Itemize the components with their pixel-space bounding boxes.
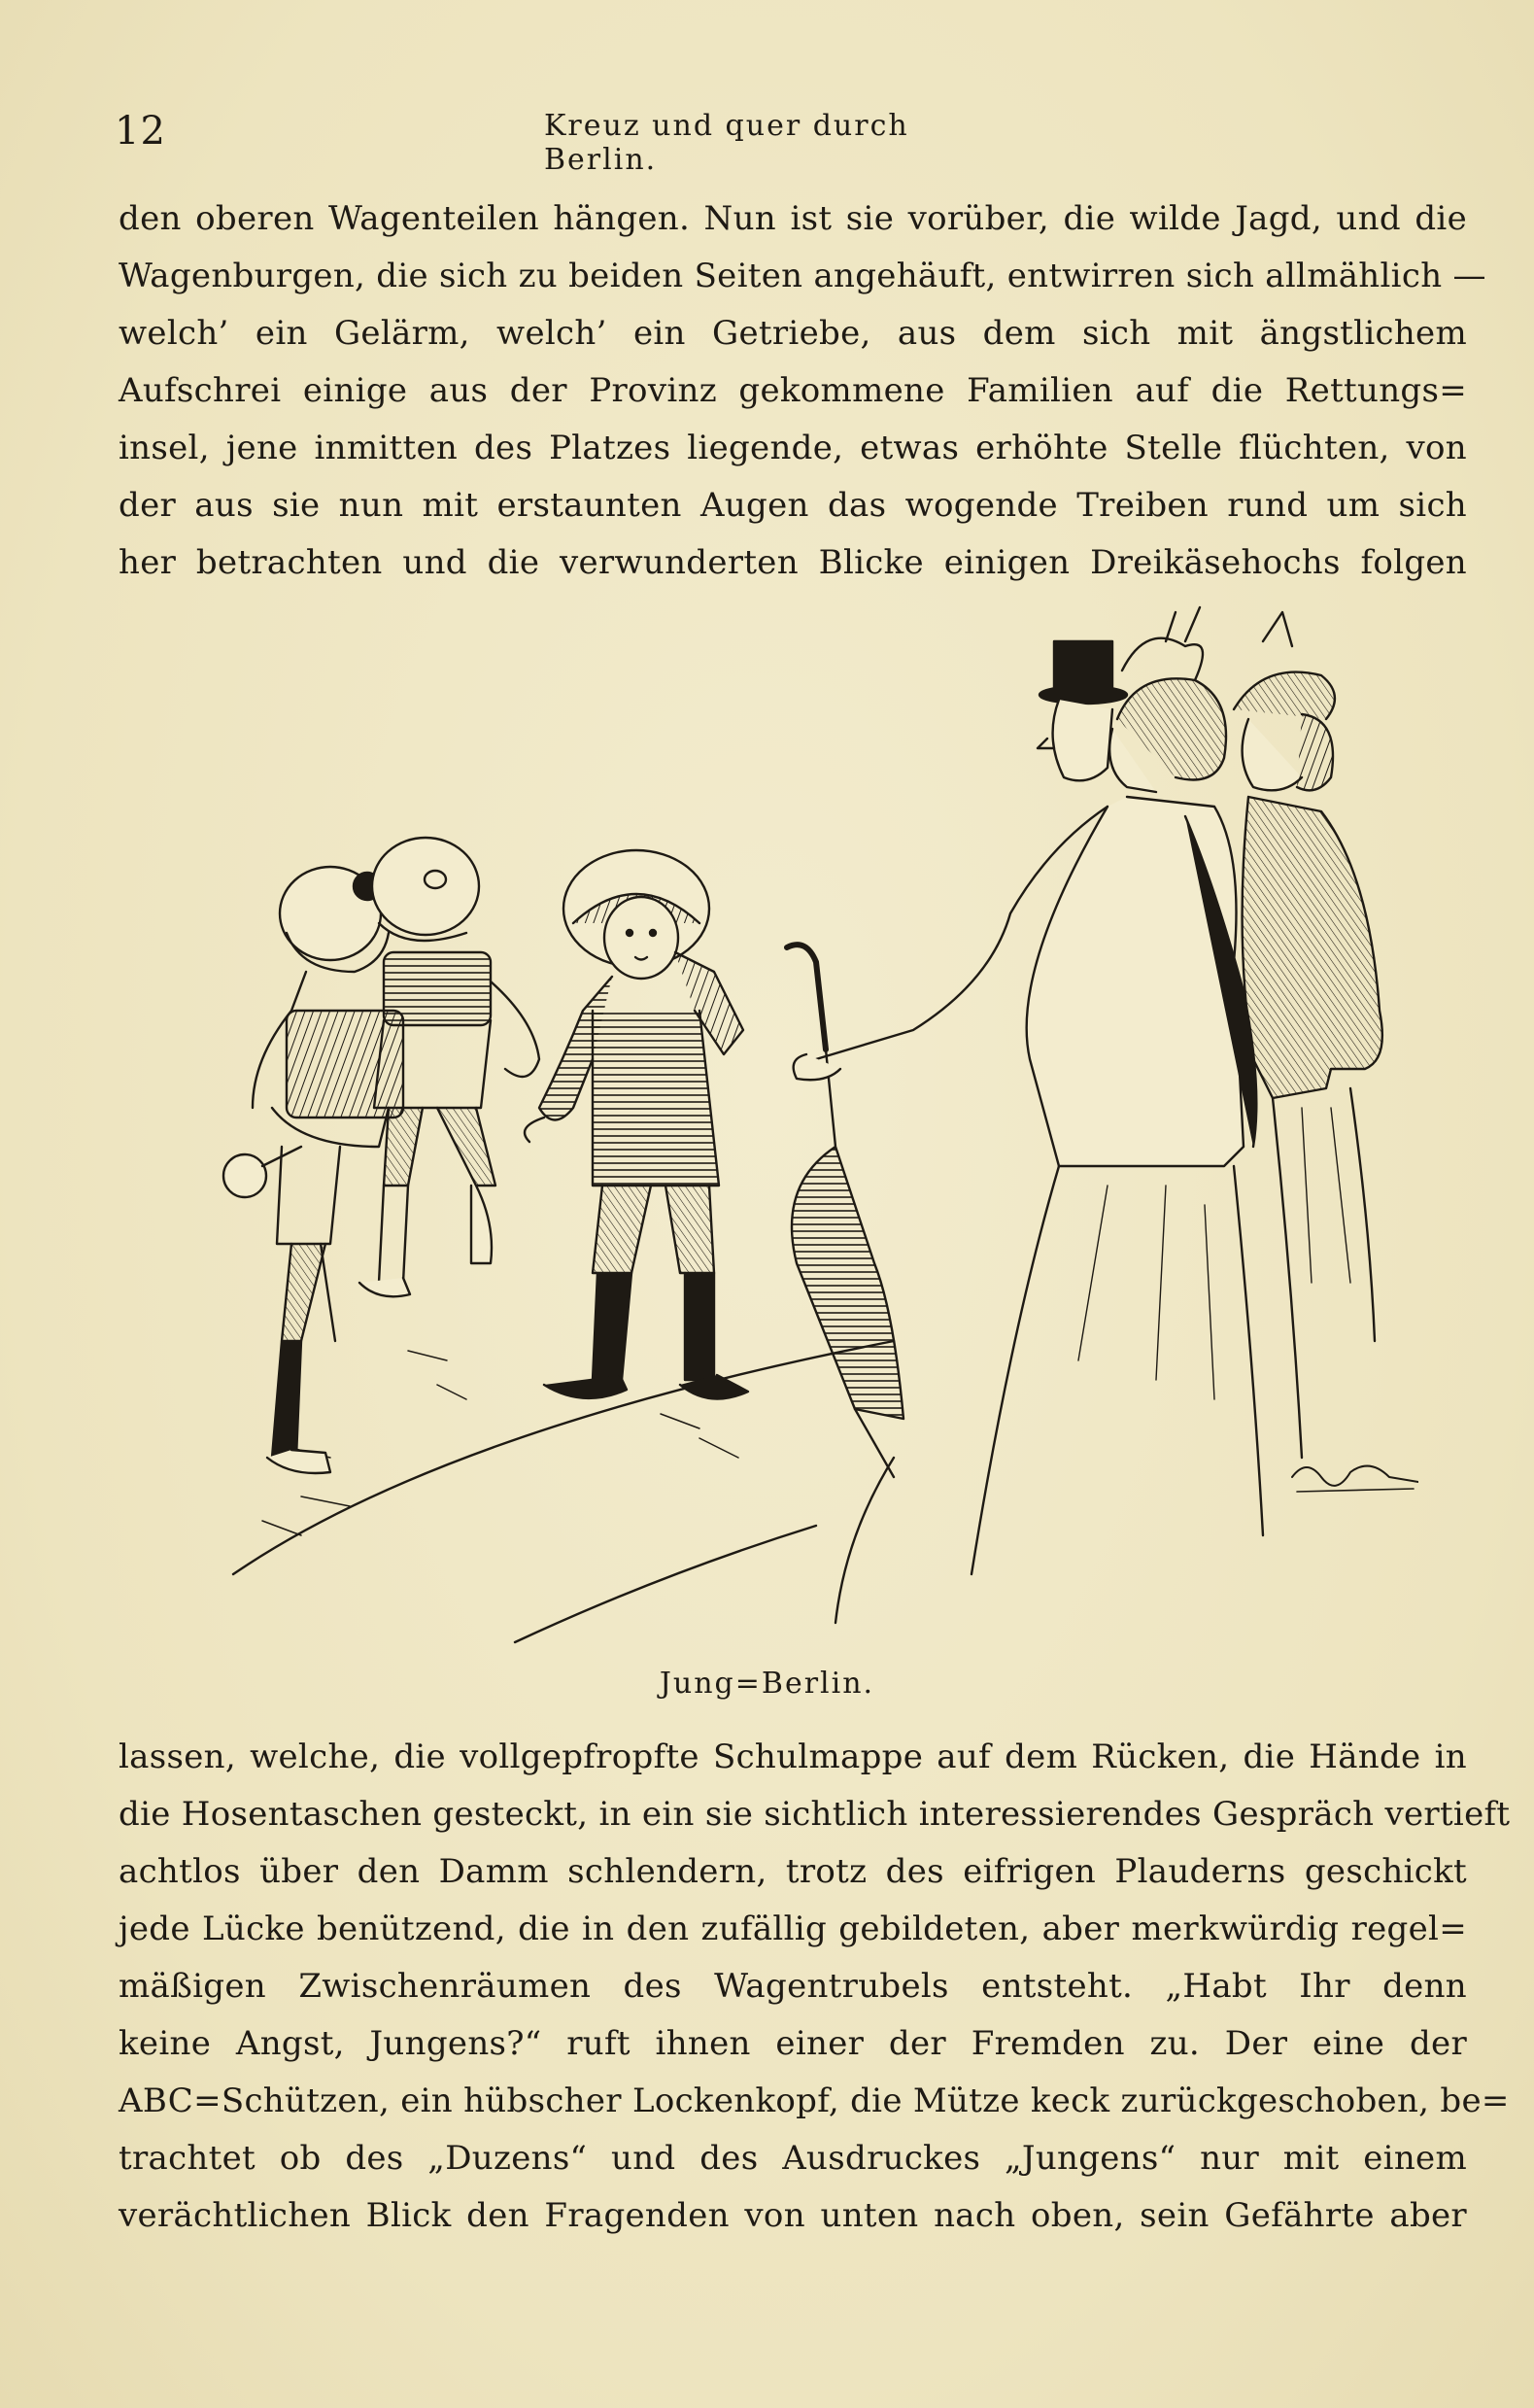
woman-with-umbrella-figure bbox=[794, 607, 1263, 1574]
artist-signature-mark bbox=[1292, 1466, 1418, 1492]
boy-with-satchel-figure bbox=[223, 867, 403, 1473]
text-line: keine Angst, Jungens?“ ruft ihnen einer der Fremden zu. Der eine der bbox=[119, 2024, 1467, 2063]
text-line: ABC=Schützen, ein hübscher Lockenkopf, die Mütze keck zurückgeschoben, be= bbox=[119, 2081, 1510, 2120]
text-line: Aufschrei einige aus der Provinz gekommene Familien auf die Rettungs= bbox=[119, 371, 1467, 410]
text-line: den oberen Wagenteilen hängen. Nun ist sie vorüber, die wilde Jagd, und die bbox=[119, 199, 1467, 238]
paragraph-bottom bbox=[119, 1729, 1511, 2245]
umbrella-drawing bbox=[787, 945, 903, 1477]
running-head: Kreuz und quer durch Berlin. bbox=[544, 109, 909, 177]
text-line: die Hosentaschen gesteckt, in ein sie sichtlich interessierendes Gespräch vertieft bbox=[119, 1795, 1511, 1834]
text-line: jede Lücke benützend, die in den zufällig gebildeten, aber merkwürdig regel= bbox=[119, 1909, 1467, 1948]
text-line: welch’ ein Gelärm, welch’ ein Getriebe, aus dem sich mit ängstlichem bbox=[119, 314, 1467, 353]
text-line: lassen, welche, die vollgepfropfte Schulmappe auf dem Rücken, die Hände in bbox=[119, 1737, 1467, 1776]
text-line: trachtet ob des „Duzens“ und des Ausdruckes „Jungens“ nur mit einem bbox=[119, 2139, 1467, 2178]
paragraph-top bbox=[119, 190, 1486, 592]
text-line: der aus sie nun mit erstaunten Augen das wogende Treiben rund um sich bbox=[119, 486, 1467, 525]
illustration-caption: Jung=Berlin. bbox=[659, 1667, 875, 1701]
text-line: verächtlichen Blick den Fragenden von unten nach oben, sein Gefährte aber bbox=[119, 2196, 1467, 2235]
text-line: achtlos über den Damm schlendern, trotz des eifrigen Plauderns geschickt bbox=[119, 1852, 1467, 1891]
text-line: mäßigen Zwischenräumen des Wagentrubels entsteht. „Habt Ihr denn bbox=[119, 1967, 1467, 2006]
curly-haired-boy-figure bbox=[525, 850, 748, 1399]
illustration-jung-berlin bbox=[155, 602, 1418, 1652]
text-line: her betrachten und die verwunderten Blicke einigen Dreikäsehochs folgen bbox=[119, 543, 1467, 582]
text-line: Wagenburgen, die sich zu beiden Seiten angehäuft, entwirren sich allmählich — bbox=[119, 257, 1486, 295]
text-line: insel, jene inmitten des Platzes liegende, etwas erhöhte Stelle flüchten, von bbox=[119, 429, 1467, 467]
woman-in-dark-jacket-figure bbox=[1234, 612, 1382, 1458]
page-number: 12 bbox=[115, 109, 166, 154]
